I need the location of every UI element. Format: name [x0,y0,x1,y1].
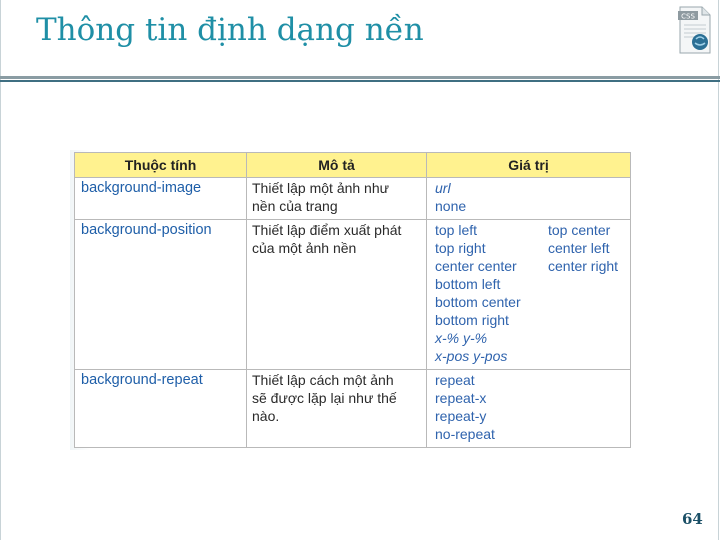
value-item: url [435,180,451,196]
header-property: Thuộc tính [75,153,247,178]
property-cell: background-position [75,220,247,370]
value-cell [427,178,631,220]
value-item: x-% y-% [435,330,488,346]
value-item: repeat [435,372,475,388]
table-row [75,370,631,448]
value-item: bottom left [435,276,501,292]
slide-title: Thông tin định dạng nền [36,12,424,48]
title-divider-bottom [0,80,720,82]
header-description: Mô tả [247,153,427,178]
css-file-icon [676,5,714,55]
description-line: của một ảnh nền [252,240,357,256]
value-item: center right [548,258,619,274]
value-item: x-pos y-pos [435,348,508,364]
value-item: repeat-x [435,390,487,406]
value-item: repeat-y [435,408,487,424]
value-item: top left [435,222,478,238]
property-cell: background-image [75,178,247,220]
value-cell [427,370,631,448]
value-item: bottom center [435,294,521,310]
description-line: sẽ được lặp lại như thế [252,390,397,406]
property-cell: background-repeat [75,370,247,448]
table-header-row [75,153,631,178]
value-item: none [435,198,467,214]
value-item: bottom right [435,312,509,328]
value-cell [427,220,631,370]
value-item: center center [435,258,517,274]
value-item: top right [435,240,486,256]
title-divider-top [0,76,720,79]
value-item: center left [548,240,610,256]
description-line: Thiết lập điểm xuất phát [252,222,402,238]
css-icon-label: CSS [681,12,695,21]
table-row [75,220,631,370]
description-cell [247,220,427,370]
description-cell [247,178,427,220]
description-cell [247,370,427,448]
description-line: nền của trang [252,198,338,214]
description-line: Thiết lập cách một ảnh [252,372,394,388]
value-item: top center [548,222,611,238]
description-line: nào. [252,408,280,424]
value-item: no-repeat [435,426,495,442]
description-line: Thiết lập một ảnh như [252,180,390,196]
header-value: Giá trị [427,153,631,178]
page-number: 64 [682,510,703,528]
table-row [75,178,631,220]
background-properties-table [74,152,630,448]
